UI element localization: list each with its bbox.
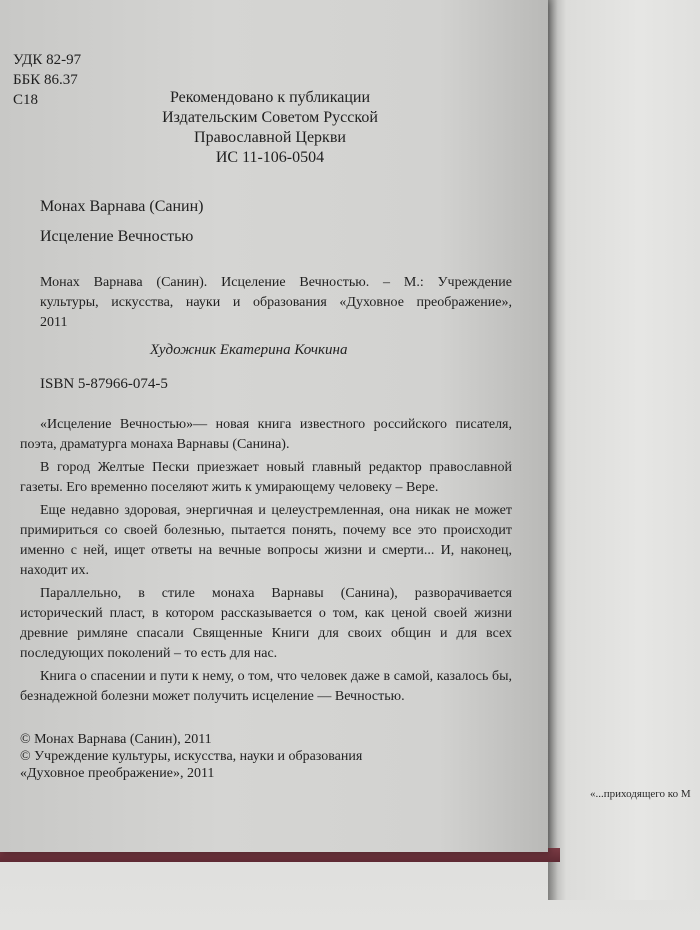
- annotation-paragraph: «Исцеление Вечностью»— новая книга известного российского писателя, поэта, драматурга монаха Варнавы (Санина).: [20, 417, 512, 452]
- book-author: Монах Варнава (Санин): [40, 198, 204, 215]
- book-title: Исцеление Вечностью: [40, 228, 194, 245]
- biblio-line: Монах Варнава (Санин). Исцеление Вечностью. – М.: Учреждение: [40, 275, 512, 290]
- facing-page-note-text: «...приходящего ко М: [590, 788, 691, 800]
- isbn: ISBN 5-87966-074-5: [40, 376, 168, 392]
- bibliographic-description: [40, 273, 512, 333]
- classification-codes: [13, 50, 81, 110]
- bbk-code: ББК 86.37: [13, 72, 78, 88]
- annotation-paragraph: В город Желтые Пески приезжает новый главный редактор православной газеты. Его временно поселяют жить к умирающему человеку – Вере.: [20, 460, 512, 495]
- facing-page: [548, 0, 700, 900]
- book-annotation: [20, 415, 512, 710]
- copyright-notice: [20, 731, 362, 782]
- author-sign: С18: [13, 92, 39, 108]
- annotation-paragraph: Книга о спасении и пути к нему, о том, что человек даже в самой, казалось бы, безнадежной болезни может получить исцеление — Вечностью.: [20, 669, 512, 704]
- udk-code: УДК 82-97: [13, 52, 82, 68]
- biblio-line: 2011: [40, 315, 68, 330]
- recommendation-line: Православной Церкви: [194, 129, 346, 146]
- annotation-paragraph: Еще недавно здоровая, энергичная и целеустремленная, она никак не может примириться со своей болезнью, пытается понять, почему все это происходит именно с ней, ищет ответы на вечные вопросы жизни и смерти... И, наконец, находит их.: [20, 503, 512, 578]
- recommendation-line: Рекомендовано к публикации: [169, 89, 371, 106]
- annotation-paragraph: Параллельно, в стиле монаха Варнавы (Санина), разворачивается исторический пласт, в котором рассказывается о том, как ценой своей жизни древние римляне спасали Священные Книги для своих общин и для всех последующих поколений – то есть для нас.: [20, 586, 512, 661]
- artist-credit: Художник Екатерина Кочкина: [150, 342, 348, 358]
- publishing-council-recommendation: [120, 88, 420, 168]
- recommendation-line: Издательским Советом Русской: [162, 109, 378, 126]
- facing-page-note: [590, 788, 700, 800]
- spine-shadow: [548, 0, 558, 900]
- copyright-line: © Монах Варнава (Санин), 2011: [20, 732, 212, 747]
- copyright-line: © Учреждение культуры, искусства, науки и образования: [20, 749, 363, 764]
- recommendation-number: ИС 11-106-0504: [215, 149, 325, 166]
- biblio-line: культуры, искусства, науки и образования «Духовное преображение»,: [40, 295, 512, 310]
- copyright-line: «Духовное преображение», 2011: [20, 766, 215, 781]
